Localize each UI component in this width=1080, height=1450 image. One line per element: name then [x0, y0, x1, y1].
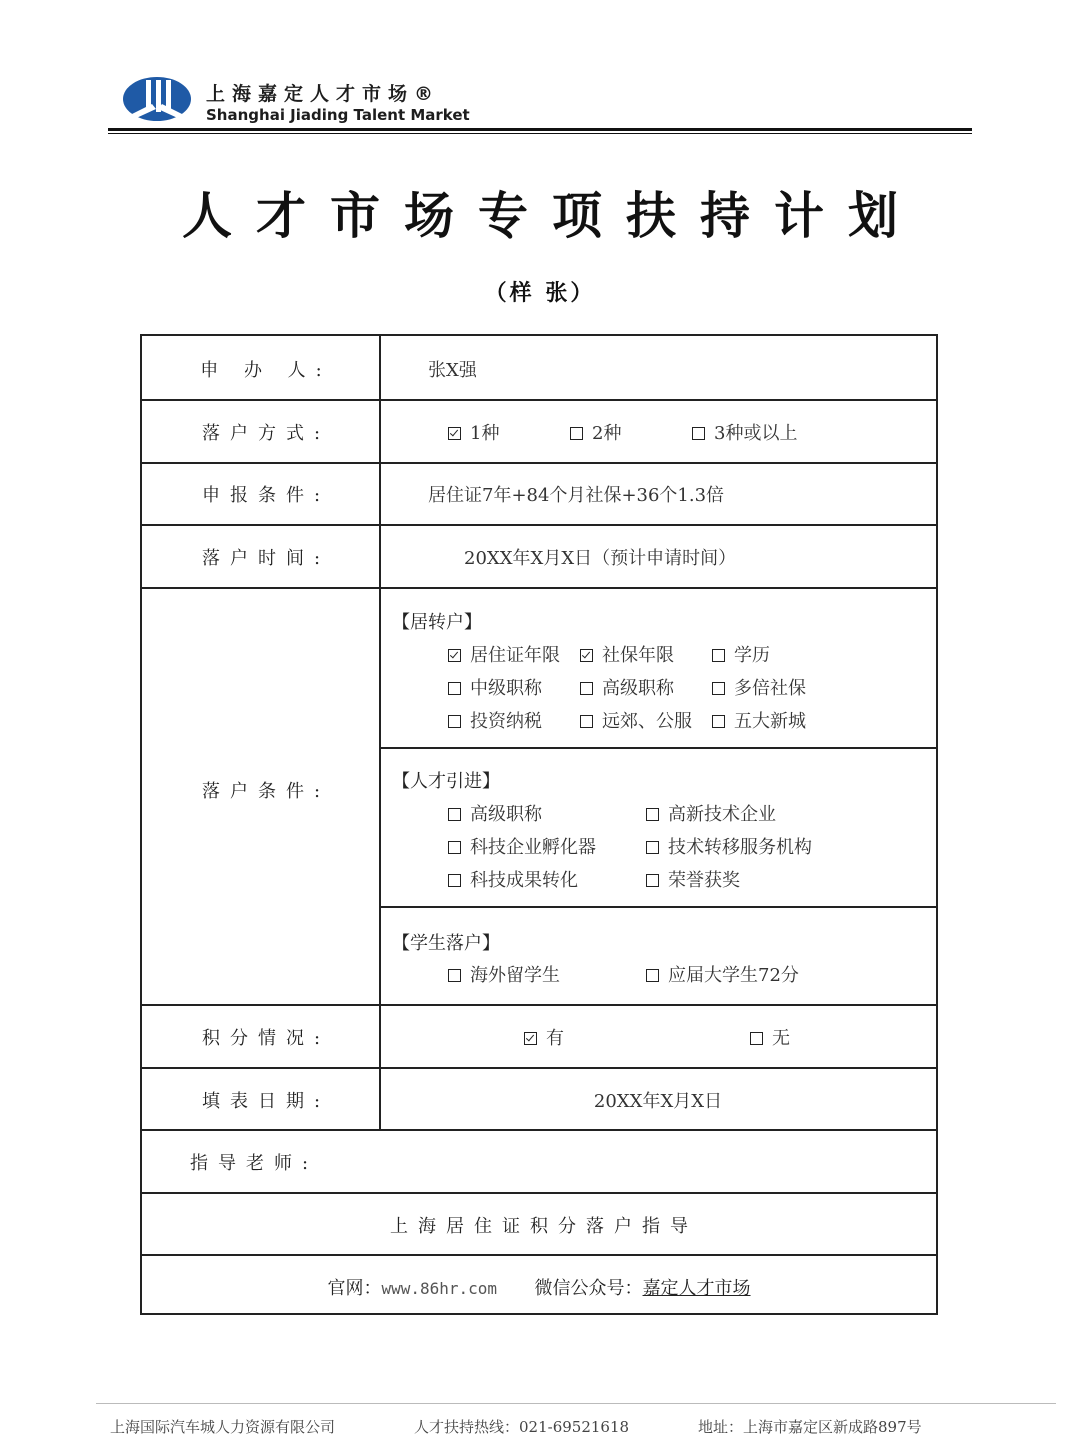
condition-option[interactable]: 五大新城	[712, 707, 806, 733]
checkbox-icon[interactable]	[448, 715, 461, 728]
advisor-label: 指导老师:	[190, 1153, 319, 1174]
settle-time-value: 20XX年X月X日（预计申请时间）	[464, 548, 737, 569]
condition-option[interactable]: 应届大学生72分	[646, 961, 799, 987]
group-title-student: 【学生落户】	[392, 933, 500, 954]
condition-option[interactable]: 中级职称	[448, 674, 542, 700]
declared-conditions-value: 居住证7年+84个月社保+36个1.3倍	[428, 485, 725, 506]
checkbox-icon[interactable]	[646, 969, 659, 982]
brand-name-en: Shanghai Jiading Talent Market	[206, 106, 470, 124]
checkbox-icon[interactable]	[580, 682, 593, 695]
points-option-yes[interactable]: 有	[524, 1024, 564, 1050]
market-logo	[122, 76, 192, 122]
points-label: 积分情况:	[201, 1028, 331, 1049]
checkbox-icon[interactable]	[646, 841, 659, 854]
application-form-table	[140, 334, 938, 1315]
group-title-talent: 【人才引进】	[392, 771, 500, 792]
wechat-label: 微信公众号：	[534, 1278, 643, 1299]
checkbox-icon[interactable]	[646, 874, 659, 887]
condition-option[interactable]: 远郊、公服	[580, 707, 692, 733]
fill-date-value: 20XX年X月X日	[593, 1091, 723, 1112]
brand-name-cn: 上海嘉定人才市场®	[206, 83, 441, 105]
header-rule-thick	[108, 128, 972, 131]
checkbox-checked-icon[interactable]	[448, 649, 461, 662]
footer-company: 上海国际汽车城人力资源有限公司	[110, 1418, 336, 1436]
contact-row	[142, 1274, 936, 1300]
wechat-account-link[interactable]: 嘉定人才市场	[642, 1278, 751, 1299]
settle-conditions-label: 落户条件:	[201, 781, 331, 802]
applicant-value: 张X强	[428, 360, 477, 381]
checkbox-icon[interactable]	[448, 874, 461, 887]
site-link[interactable]: www.86hr.com	[381, 1279, 498, 1298]
points-option-no[interactable]: 无	[750, 1024, 790, 1050]
checkbox-icon[interactable]	[448, 969, 461, 982]
condition-option[interactable]: 学历	[712, 641, 770, 667]
guide-text: 上海居住证积分落户指导	[390, 1216, 698, 1237]
condition-option[interactable]: 高新技术企业	[646, 800, 776, 826]
checkbox-icon[interactable]	[646, 808, 659, 821]
footer-address: 地址：上海市嘉定区新成路897号	[698, 1418, 922, 1436]
checkbox-icon[interactable]	[580, 715, 593, 728]
checkbox-icon[interactable]	[750, 1032, 763, 1045]
checkbox-checked-icon[interactable]	[448, 427, 461, 440]
footer-hotline: 人才扶持热线：021-69521618	[414, 1418, 630, 1436]
settle-time-label: 落户时间:	[201, 548, 331, 569]
method-option-2[interactable]: 2种	[570, 419, 621, 445]
page-title: 人才市场专项扶持计划	[182, 187, 922, 245]
condition-option[interactable]: 科技企业孵化器	[448, 833, 596, 859]
method-option-3[interactable]: 3种或以上	[692, 419, 797, 445]
page-subtitle: （样 张）	[484, 281, 596, 306]
condition-option[interactable]: 技术转移服务机构	[646, 833, 812, 859]
settle-method-label: 落户方式:	[201, 423, 331, 444]
fill-date-label: 填表日期:	[201, 1091, 331, 1112]
checkbox-icon[interactable]	[712, 649, 725, 662]
condition-option[interactable]: 荣誉获奖	[646, 866, 740, 892]
checkbox-icon[interactable]	[448, 808, 461, 821]
checkbox-checked-icon[interactable]	[524, 1032, 537, 1045]
condition-option[interactable]: 社保年限	[580, 641, 674, 667]
condition-option[interactable]: 高级职称	[580, 674, 674, 700]
checkbox-checked-icon[interactable]	[580, 649, 593, 662]
declared-conditions-label: 申报条件:	[201, 485, 331, 506]
applicant-label: 申 办 人:	[200, 360, 332, 381]
site-label: 官网：	[327, 1278, 382, 1299]
checkbox-icon[interactable]	[448, 682, 461, 695]
footer-rule	[96, 1403, 1056, 1404]
checkbox-icon[interactable]	[712, 682, 725, 695]
condition-option[interactable]: 居住证年限	[448, 641, 560, 667]
checkbox-icon[interactable]	[570, 427, 583, 440]
condition-option[interactable]: 多倍社保	[712, 674, 806, 700]
condition-option[interactable]: 高级职称	[448, 800, 542, 826]
condition-option[interactable]: 科技成果转化	[448, 866, 578, 892]
checkbox-icon[interactable]	[712, 715, 725, 728]
condition-option[interactable]: 海外留学生	[448, 961, 560, 987]
condition-option[interactable]: 投资纳税	[448, 707, 542, 733]
header-rule-thin	[108, 133, 972, 134]
checkbox-icon[interactable]	[692, 427, 705, 440]
method-option-1[interactable]: 1种	[448, 419, 499, 445]
checkbox-icon[interactable]	[448, 841, 461, 854]
group-title-residence: 【居转户】	[392, 612, 482, 633]
